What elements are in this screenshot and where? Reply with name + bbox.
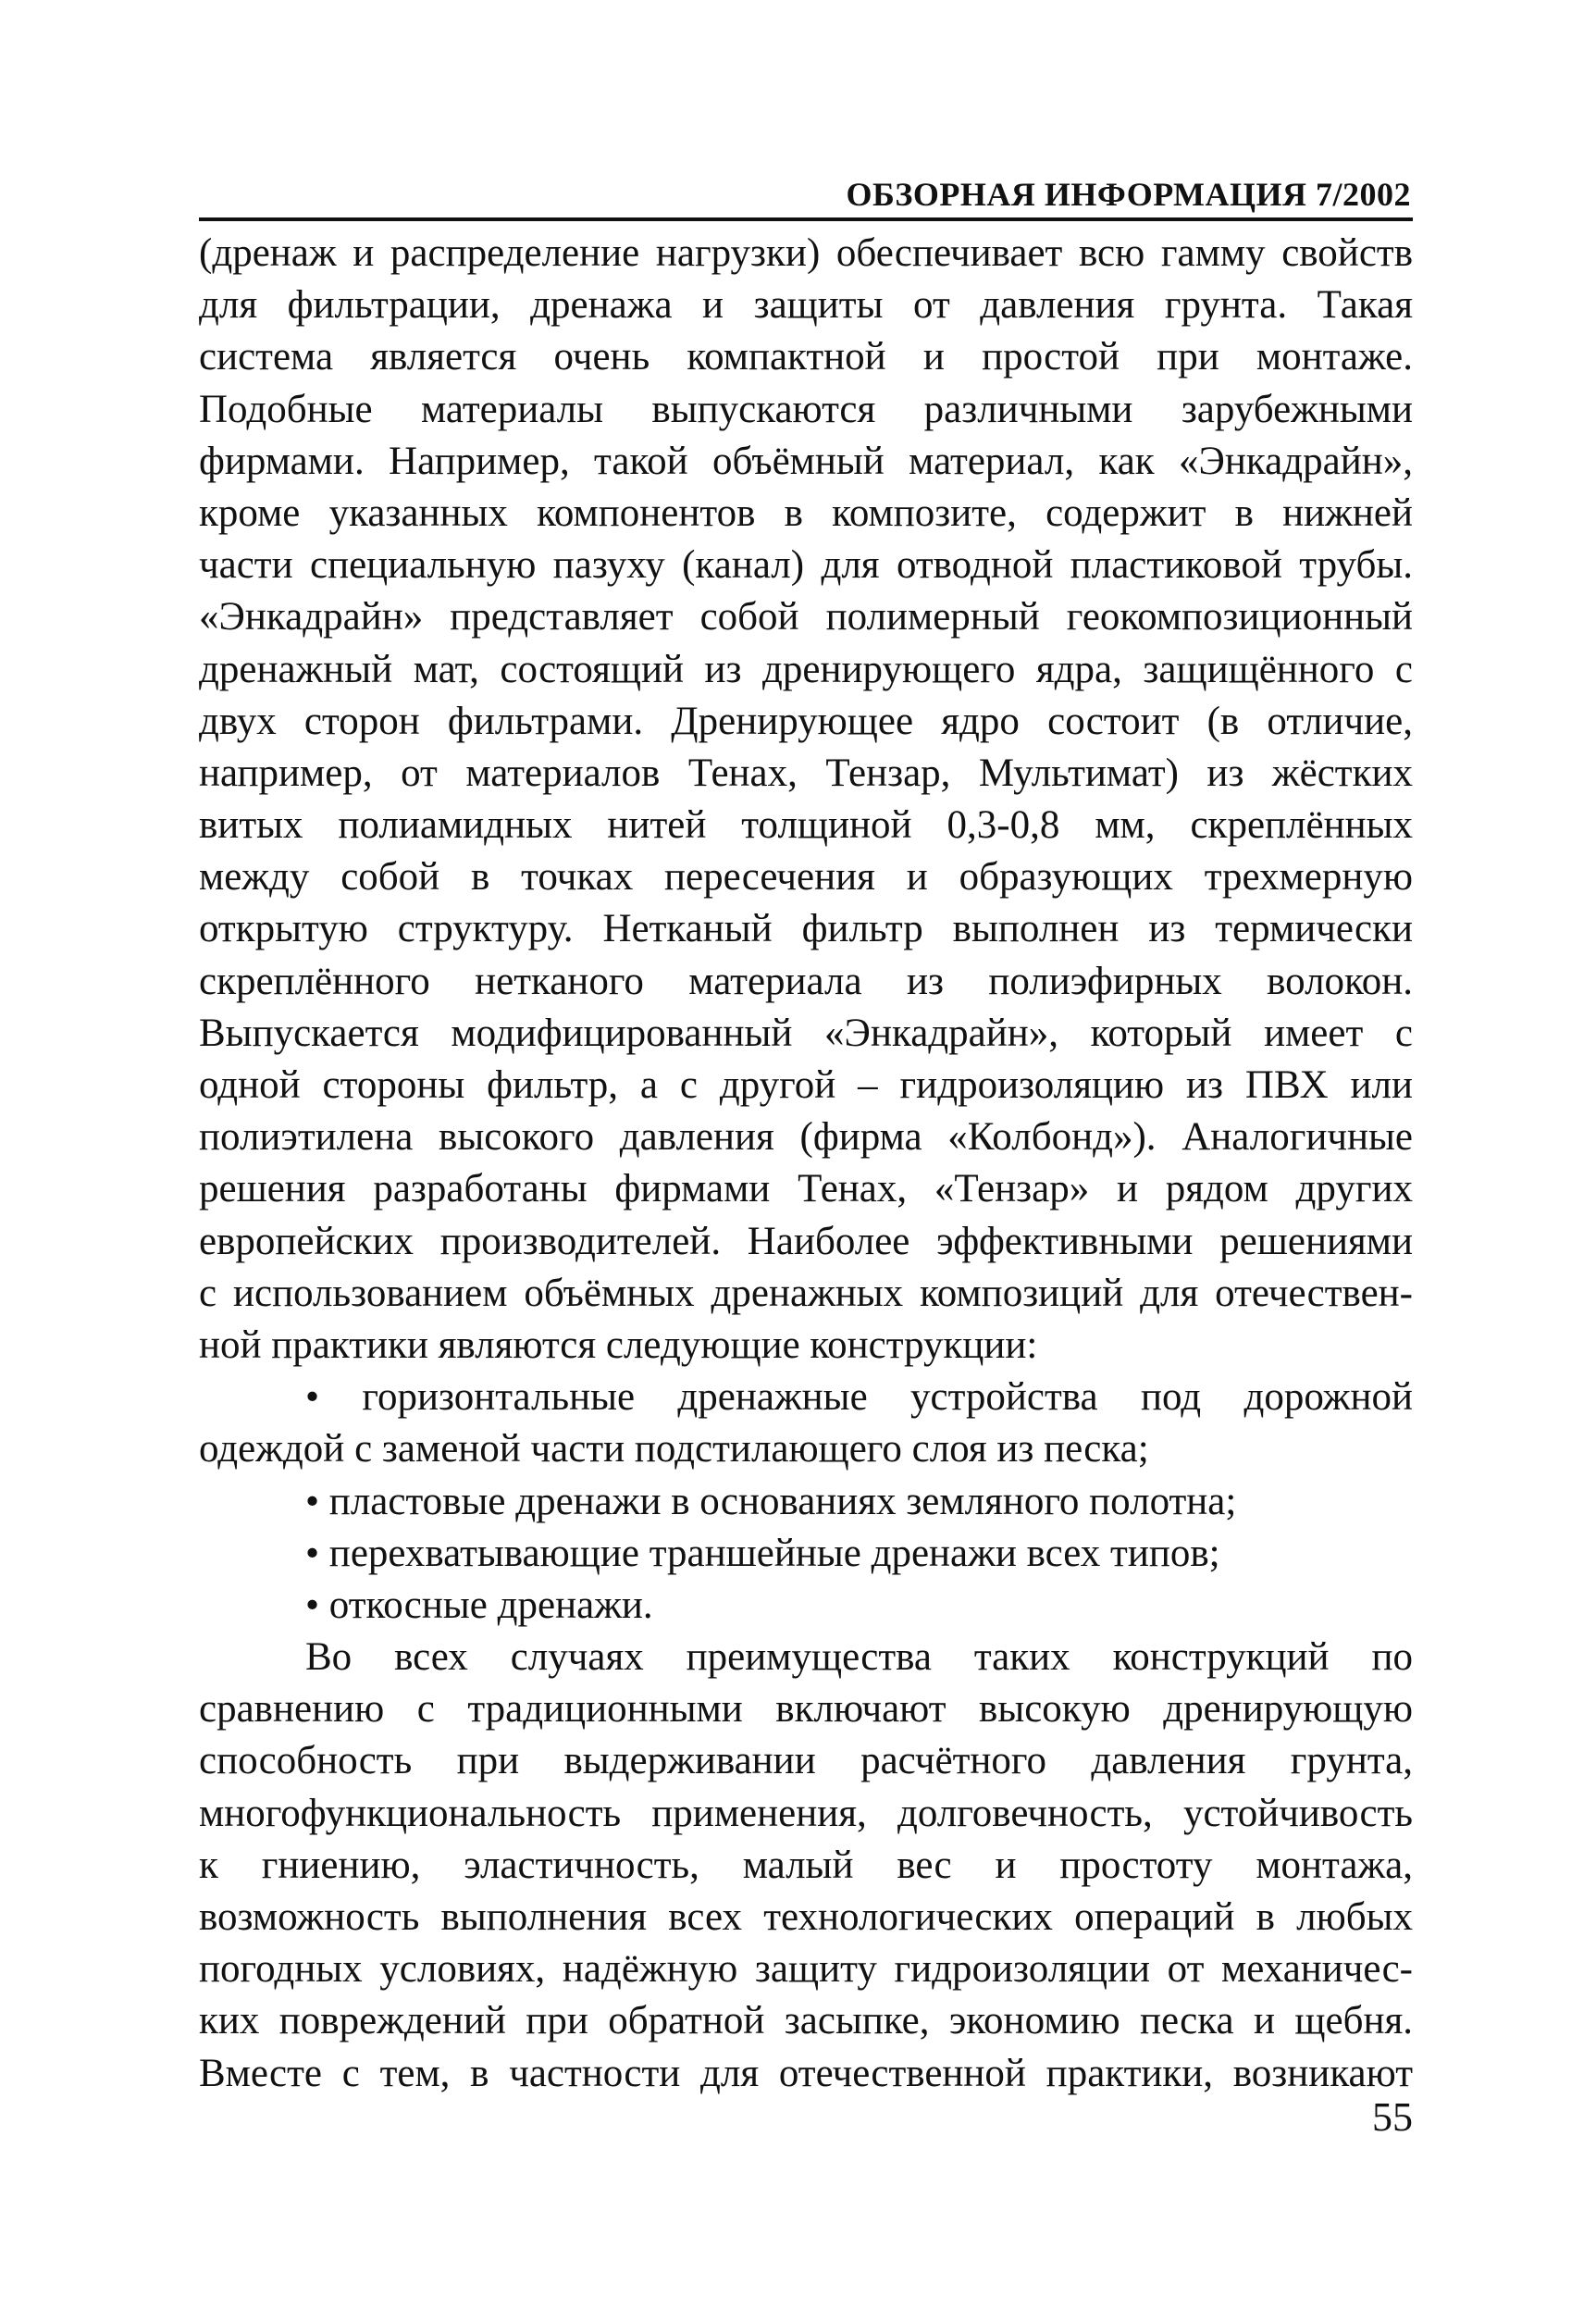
bullet-item: • перехватывающие траншейные дренажи всех типов; (305, 1531, 1220, 1575)
text-line: решения разработаны фирмами Тенах, «Тензар» и рядом других (199, 1167, 1413, 1211)
bullet-item-continuation: одеждой с заменой части подстилающего слоя из песка; (199, 1427, 1149, 1471)
text-line: части специальную пазуху (канал) для отводной пластиковой трубы. (199, 543, 1413, 588)
text-line: Подобные материалы выпускаются различными зарубежными (199, 387, 1413, 431)
text-line: Выпускается модифицированный «Энкадрайн», который имеет с (199, 1011, 1413, 1055)
text-line: (дренаж и распределение нагрузки) обеспечивает всю гамму свойств (199, 231, 1413, 275)
text-line: возможность выполнения всех технологических операций в любых (199, 1895, 1413, 1939)
text-line: многофункциональность применения, долговечность, устойчивость (199, 1791, 1413, 1835)
text-line: дренажный мат, состоящий из дренирующего ядра, защищённого с (199, 647, 1413, 691)
text-line: к гниению, эластичность, малый вес и простоту монтажа, (199, 1843, 1413, 1887)
text-line: европейских производителей. Наиболее эффективными решениями (199, 1219, 1413, 1263)
bullet-item: • горизонтальные дренажные устройства под дорожной (305, 1375, 1413, 1420)
text-line: сравнению с традиционными включают высокую дренирующую (199, 1687, 1413, 1732)
bullet-item: • откосные дренажи. (305, 1583, 653, 1627)
bullet-item: • пластовые дренажи в основаниях земляного полотна; (305, 1479, 1237, 1523)
text-line: ких повреждений при обратной засыпке, экономию песка и щебня. (199, 1999, 1413, 2043)
text-line: Вместе с тем, в частности для отечественной практики, возникают (199, 2051, 1413, 2095)
text-line: система является очень компактной и простой при монтаже. (199, 335, 1413, 379)
text-line: с использованием объёмных дренажных композиций для отечествен- (199, 1271, 1413, 1315)
text-line: витых полиамидных нитей толщиной 0,3-0,8 мм, скреплённых (199, 803, 1413, 848)
text-line: способность при выдерживании расчётного давления грунта, (199, 1739, 1413, 1783)
body-text (199, 228, 1413, 2100)
text-line: например, от материалов Тенах, Тензар, Мультимат) из жёстких (199, 751, 1413, 795)
text-line: Во всех случаях преимущества таких конструкций по (305, 1635, 1413, 1680)
text-line: двух сторон фильтрами. Дренирующее ядро состоит (в отличие, (199, 699, 1413, 743)
text-line: скреплённого нетканого материала из полиэфирных волокон. (199, 959, 1413, 1003)
text-line: ной практики являются следующие конструкции: (199, 1322, 1038, 1367)
text-line: полиэтилена высокого давления (фирма «Колбонд»). Аналогичные (199, 1115, 1413, 1160)
text-line: «Энкадрайн» представляет собой полимерный геокомпозиционный (199, 595, 1413, 639)
text-line: для фильтрации, дренажа и защиты от давления грунта. Такая (199, 283, 1413, 328)
text-line: одной стороны фильтр, а с другой – гидроизоляцию из ПВХ или (199, 1063, 1413, 1107)
header-rule (199, 217, 1413, 221)
page-number: 55 (1372, 2094, 1413, 2140)
running-header: ОБЗОРНАЯ ИНФОРМАЦИЯ 7/2002 (846, 176, 1411, 213)
text-line: кроме указанных компонентов в композите, содержит в нижней (199, 490, 1413, 535)
text-line: между собой в точках пересечения и образующих трехмерную (199, 855, 1413, 900)
text-line: погодных условиях, надёжную защиту гидроизоляции от механичес- (199, 1947, 1413, 1992)
text-line: фирмами. Например, такой объёмный материал, как «Энкадрайн», (199, 439, 1413, 483)
text-line: открытую структуру. Нетканый фильтр выполнен из термически (199, 907, 1413, 951)
